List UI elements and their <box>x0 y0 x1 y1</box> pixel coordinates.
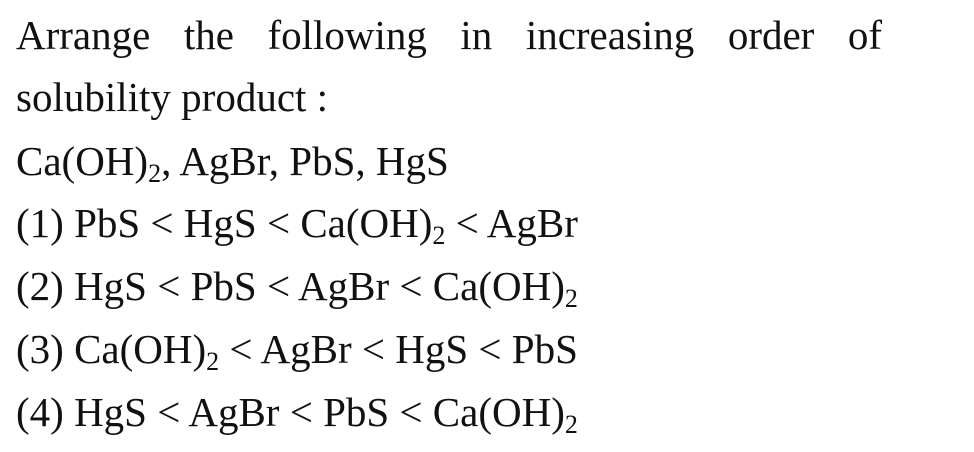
question-word: the <box>183 12 234 58</box>
question-word: of <box>847 12 882 58</box>
option-subscript: 2 <box>206 347 220 376</box>
question-word: order <box>727 12 815 58</box>
option-label: (4) <box>16 389 64 435</box>
option-subscript: 2 <box>564 410 578 439</box>
compound-subscript: 2 <box>148 159 162 188</box>
option-subscript: 2 <box>432 221 446 250</box>
question-word: increasing <box>525 12 695 58</box>
question-word: in <box>460 12 493 58</box>
option-4[interactable] <box>16 389 578 439</box>
option-text-end: < AgBr < HgS < PbS <box>219 326 578 372</box>
option-2[interactable] <box>16 263 578 313</box>
option-3[interactable] <box>16 326 578 376</box>
option-text-end: < AgBr <box>445 200 578 246</box>
question-line-1 <box>16 12 882 58</box>
option-text: Ca(OH) <box>74 326 207 372</box>
option-label: (3) <box>16 326 64 372</box>
option-text: HgS < AgBr < PbS < Ca(OH) <box>74 389 565 435</box>
option-label: (1) <box>16 200 64 246</box>
option-label: (2) <box>16 263 64 309</box>
compound-list <box>16 138 449 188</box>
question-word: Arrange <box>16 12 151 58</box>
option-text: PbS < HgS < Ca(OH) <box>74 200 433 246</box>
option-1[interactable] <box>16 200 578 250</box>
question-word: following <box>267 12 427 58</box>
question-line-2: solubility product : <box>16 74 329 120</box>
compound-rest: , AgBr, PbS, HgS <box>161 138 449 184</box>
option-text: HgS < PbS < AgBr < Ca(OH) <box>74 263 565 309</box>
option-subscript: 2 <box>564 284 578 313</box>
compound-base: Ca(OH) <box>16 138 149 184</box>
